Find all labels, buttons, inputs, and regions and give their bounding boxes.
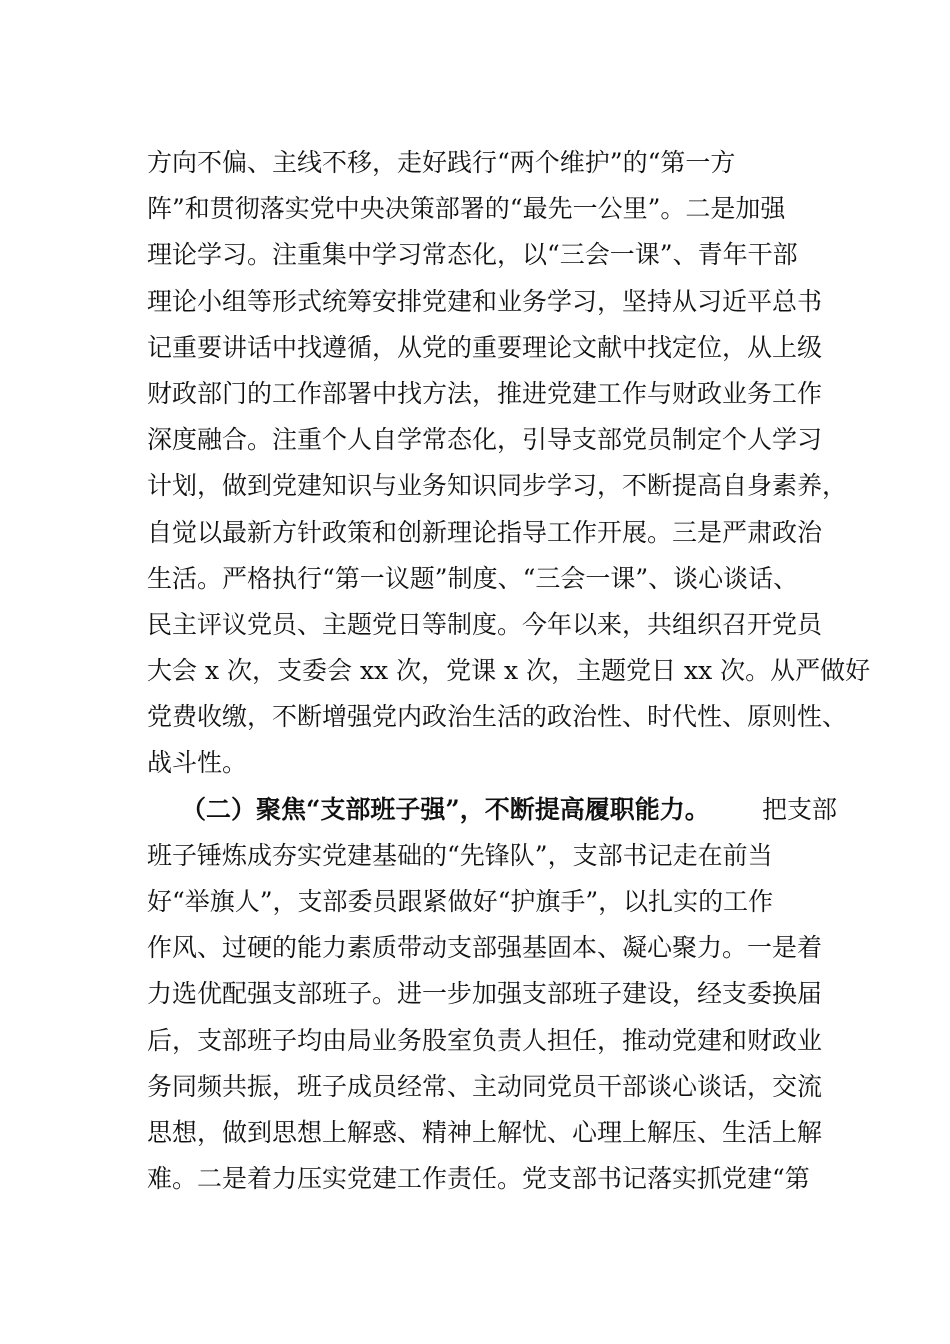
text-line: 财政部门的工作部署中找方法，推进党建工作与财政业务工作: [147, 378, 823, 408]
text-line: 计划，做到党建知识与业务知识同步学习，不断提高自身素养，: [147, 471, 848, 501]
text-run: 把支部: [761, 794, 837, 824]
text-line: 力选优配强支部班子。进一步加强支部班子建设，经支委换届: [147, 979, 823, 1009]
section-heading-line: [147, 787, 837, 833]
text-line: 理论小组等形式统筹安排党建和业务学习，坚持从习近平总书: [147, 286, 823, 316]
text-line: 后，支部班子均由局业务股室负责人担任，推动党建和财政业: [147, 1025, 823, 1055]
text-line: 深度融合。注重个人自学常态化，引导支部党员制定个人学习: [147, 425, 823, 455]
text-line: 班子锤炼成夯实党建基础的“先锋队”，支部书记走在前当: [147, 840, 773, 870]
text-line: 方向不偏、主线不移，走好践行“两个维护”的“第一方: [147, 148, 736, 177]
text-line: 难。二是着力压实党建工作责任。党支部书记落实抓党建“第: [147, 1164, 810, 1194]
text-line: 战斗性。: [147, 748, 248, 778]
text-line: 党费收缴，不断增强党内政治生活的政治性、时代性、原则性、: [147, 702, 848, 732]
text-line: 生活。严格执行“第一议题”制度、“三会一课”、谈心谈话、: [147, 563, 799, 593]
text-line: 作风、过硬的能力素质带动支部强基固本、凝心聚力。一是着: [147, 933, 823, 963]
section-heading: （二）聚焦“支部班子强”，不断提高履职能力。: [181, 794, 710, 824]
text-line: 理论学习。注重集中学习常态化，以“三会一课”、青年干部: [147, 240, 798, 270]
text-line: 大会 x 次，支委会 xx 次，党课 x 次，主题党日 xx 次。从严做好: [147, 656, 871, 686]
text-line: 自觉以最新方针政策和创新理论指导工作开展。三是严肃政治: [147, 517, 823, 547]
text-line: 记重要讲话中找遵循，从党的重要理论文献中找定位，从上级: [147, 332, 823, 362]
body-text: [147, 140, 871, 1202]
text-line: 好“举旗人”，支部委员跟紧做好“护旗手”，以扎实的工作: [147, 887, 774, 916]
text-line: 阵”和贯彻落实党中央决策部署的“最先一公里”。二是加强: [147, 194, 786, 224]
text-line: 思想，做到思想上解惑、精神上解忧、心理上解压、生活上解: [147, 1117, 823, 1147]
text-line: 务同频共振，班子成员经常、主动同党员干部谈心谈话，交流: [147, 1071, 823, 1101]
text-line: 民主评议党员、主题党日等制度。今年以来，共组织召开党员: [147, 609, 823, 639]
